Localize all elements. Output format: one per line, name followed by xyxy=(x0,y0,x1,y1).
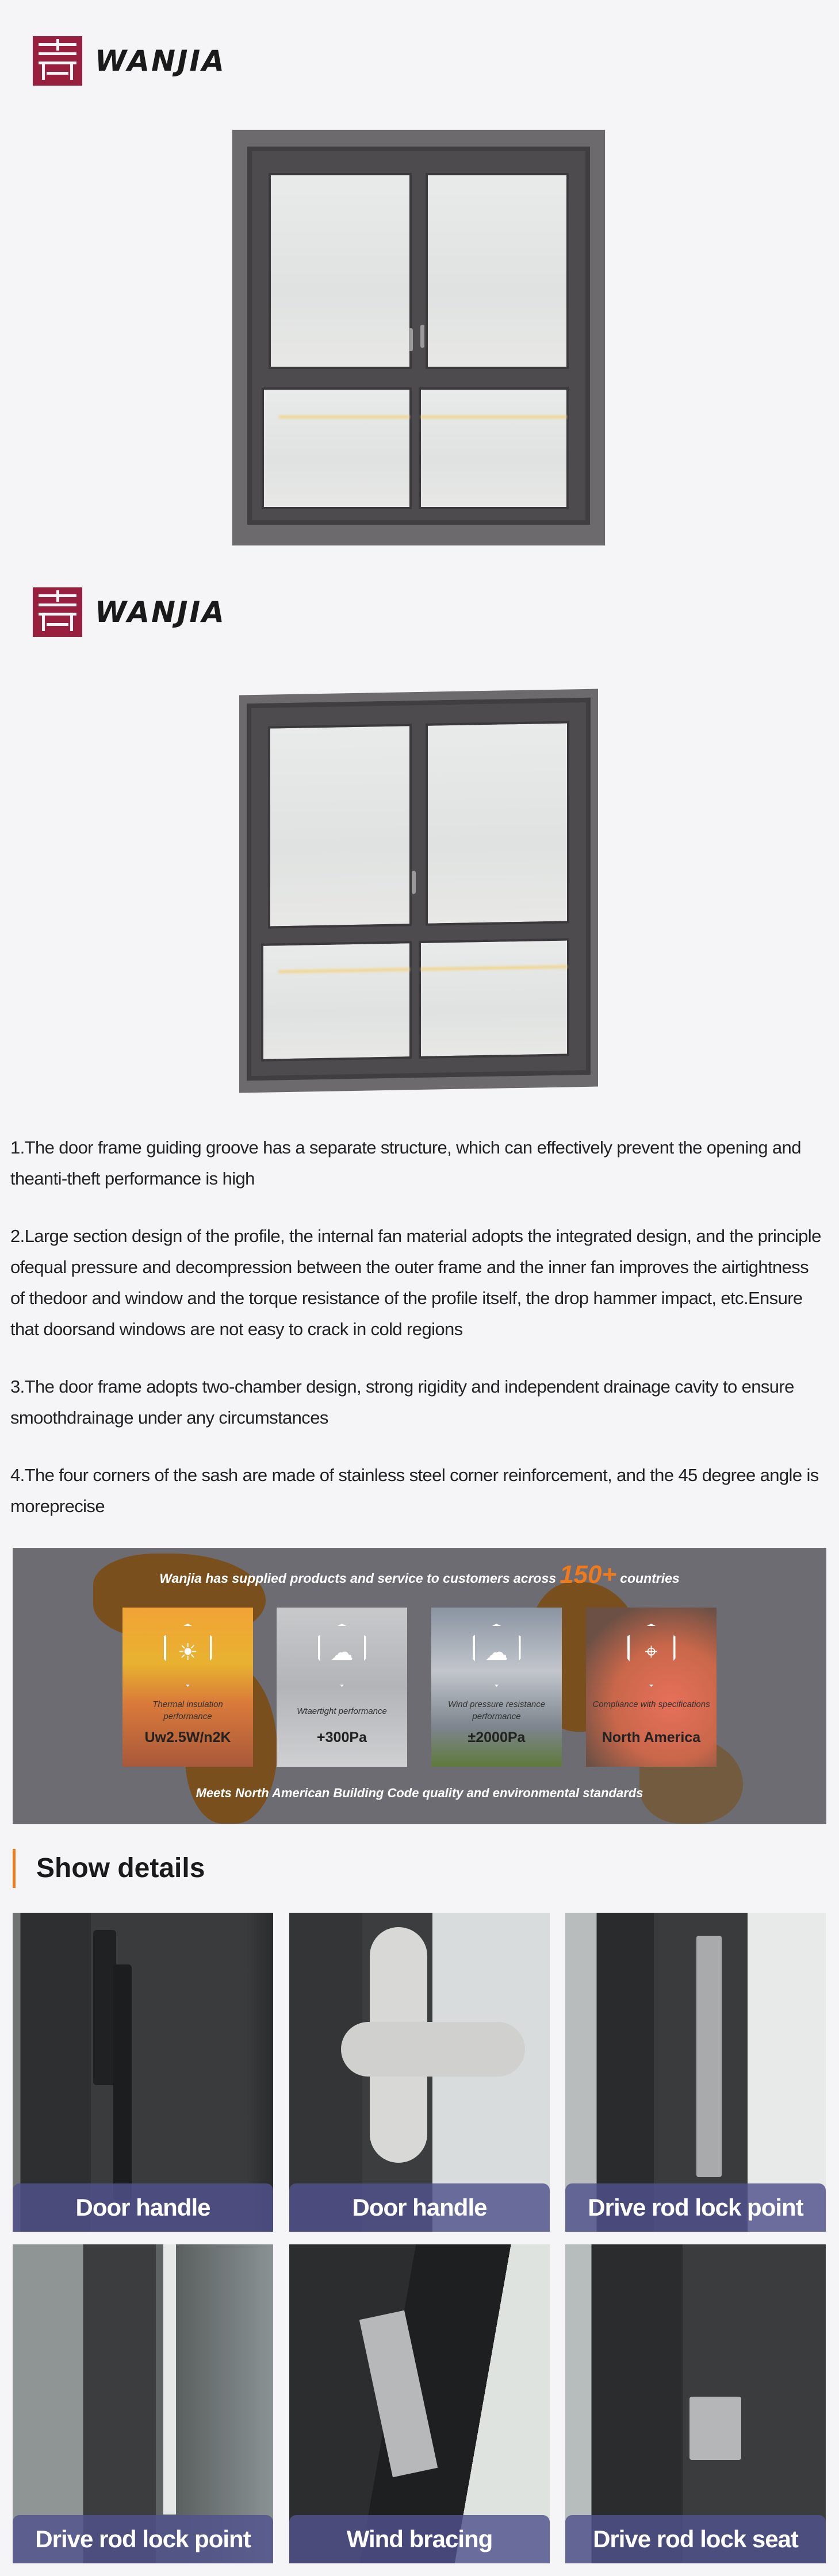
performance-banner xyxy=(13,1548,826,1824)
rain-cloud-icon: ☁ xyxy=(330,1640,354,1665)
feature-paragraph: 4.The four corners of the sash are made of stainless steel corner reinforcement, and the 45 degree angle is moreprecise xyxy=(10,1465,819,1516)
detail-caption: Door handle xyxy=(13,2183,273,2232)
detail-caption: Door handle xyxy=(289,2183,550,2232)
detail-caption: Drive rod lock point xyxy=(13,2515,273,2563)
detail-tile xyxy=(565,1913,826,2232)
feature-paragraph: 2.Large section design of the profile, the internal fan material adopts the integrated design, and the principle ofequal pressure and decompression between the outer frame and the inner fan improves the airtightness of thedoor and window and the torque resistance of the profile itself, the drop hammer impact, etc.Ensure that doorsand windows are not easy to crack in cold regions xyxy=(10,1226,821,1339)
feature-paragraph: 3.The door frame adopts two-chamber design, strong rigidity and independent drainage cavity to ensure smoothdrainage under any circumstances xyxy=(10,1377,794,1428)
seal-logo-icon xyxy=(33,36,82,86)
brand-logo xyxy=(33,36,263,86)
wind-pressure-card: ☁ Wind pressure resistance performance ±2000Pa xyxy=(431,1608,562,1767)
seal-logo-icon xyxy=(33,587,82,637)
brand-logo xyxy=(33,587,263,637)
window-handle-icon xyxy=(412,871,416,894)
feature-paragraph: 1.The door frame guiding groove has a separate structure, which can effectively prevent the opening and theanti-theft performance is high xyxy=(10,1137,801,1189)
detail-tile xyxy=(13,1913,273,2232)
brand-name: WANJIA xyxy=(95,595,226,629)
feature-description xyxy=(10,1132,826,1548)
wind-cloud-icon: ☁ xyxy=(485,1640,508,1665)
banner-footer: Meets North American Building Code quality and environmental standards xyxy=(196,1786,643,1800)
brand-name: WANJIA xyxy=(95,44,226,78)
window-product-photo xyxy=(232,684,606,1098)
sun-icon: ☀ xyxy=(177,1640,198,1665)
location-pin-icon: ⌖ xyxy=(645,1639,658,1664)
watertight-card: ☁ Wtaertight performance +300Pa xyxy=(277,1608,407,1767)
thermal-card: ☀ Thermal insulation performance Uw2.5W/n2K xyxy=(122,1608,253,1767)
detail-tile xyxy=(289,1913,550,2232)
window-handle-icon xyxy=(409,328,413,351)
detail-caption: Drive rod lock point xyxy=(565,2183,826,2232)
compliance-card: ⌖ Compliance with specifications North America xyxy=(586,1608,717,1767)
window-product-photo xyxy=(232,129,606,546)
section-heading: Show details xyxy=(13,1849,205,1888)
detail-tile xyxy=(13,2244,273,2563)
banner-title: Wanjia has supplied products and service to customers across 150+ countries xyxy=(159,1560,680,1589)
detail-tile xyxy=(565,2244,826,2563)
detail-caption: Wind bracing xyxy=(289,2515,550,2563)
detail-tile xyxy=(289,2244,550,2563)
detail-caption: Drive rod lock seat xyxy=(565,2515,826,2563)
